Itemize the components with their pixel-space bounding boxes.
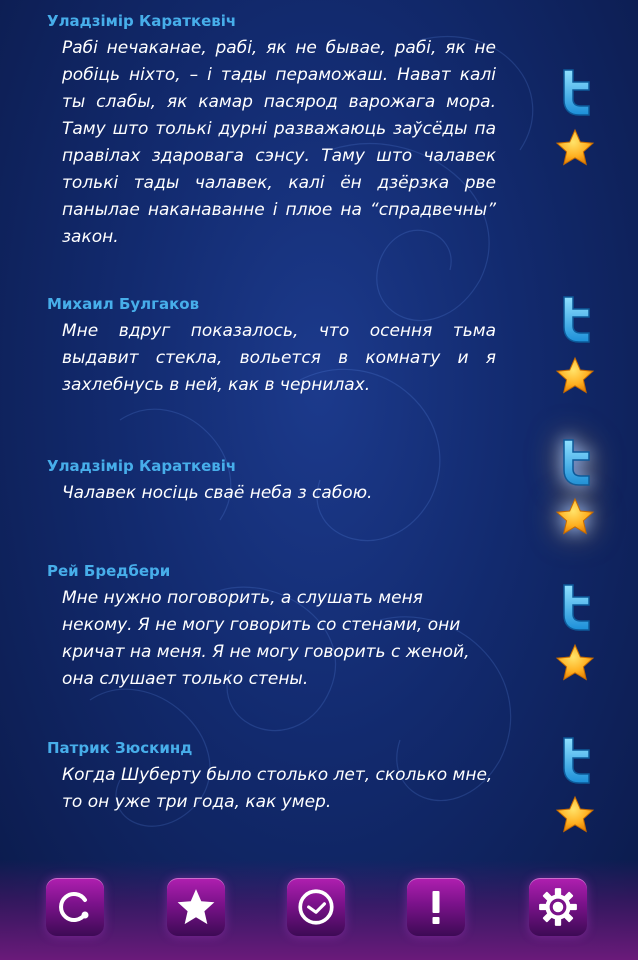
refresh-button[interactable] [46, 878, 104, 936]
gear-icon [537, 886, 579, 928]
star-icon[interactable] [555, 643, 595, 683]
quote-text: Чалавек носіць сваё неба з сабою. [62, 483, 373, 503]
star-icon[interactable] [555, 795, 595, 835]
quote-author: Уладзімір Караткевіч [47, 12, 237, 30]
star-icon [175, 886, 217, 928]
exclamation-icon [416, 887, 456, 927]
favorites-button[interactable] [167, 878, 225, 936]
clock-icon [295, 886, 337, 928]
star-icon[interactable] [555, 497, 595, 537]
quote-text: Когда Шуберту было столько лет, сколько мне, то он уже три года, как умер. [62, 765, 493, 812]
quote-author: Уладзімір Караткевіч [47, 457, 237, 475]
settings-button[interactable] [529, 878, 587, 936]
quote-text: Мне вдруг показалось, что осення тьма выдавит стекла, вольется в комнату и я захлебнусь в ней, как в чернилах. [62, 321, 496, 395]
twitter-icon[interactable] [554, 581, 598, 633]
twitter-icon[interactable] [554, 436, 598, 488]
quote-text: Мне нужно поговорить, а слушать меня некому. Я не могу говорить со стенами, они кричат на меня. Я не могу говорить с женой, она слушает только стены. [62, 588, 470, 689]
info-button[interactable] [407, 878, 465, 936]
twitter-icon[interactable] [554, 66, 598, 118]
twitter-icon[interactable] [554, 293, 598, 345]
quote-author: Патрик Зюскинд [47, 739, 193, 757]
quote-text: Рабі нечаканае, рабі, як не бывае, рабі, як не робіць ніхто, – і тады пераможаш. Нават калі ты слабы, як камар пасярод варожага мора. Таму што толькі дурні разважаюць заўсёды па правілах здаровага сэнсу. Таму што чалавек толькі тады чалавек, калі ён дзёрзка рве панылае наканаванне і плюе на “спрадвечны” закон. [62, 38, 496, 247]
twitter-icon[interactable] [554, 734, 598, 786]
star-icon[interactable] [555, 356, 595, 396]
quote-author: Рей Бредбери [47, 562, 171, 580]
star-icon[interactable] [555, 128, 595, 168]
refresh-icon [55, 887, 95, 927]
quote-author: Михаил Булгаков [47, 295, 200, 313]
history-button[interactable] [287, 878, 345, 936]
